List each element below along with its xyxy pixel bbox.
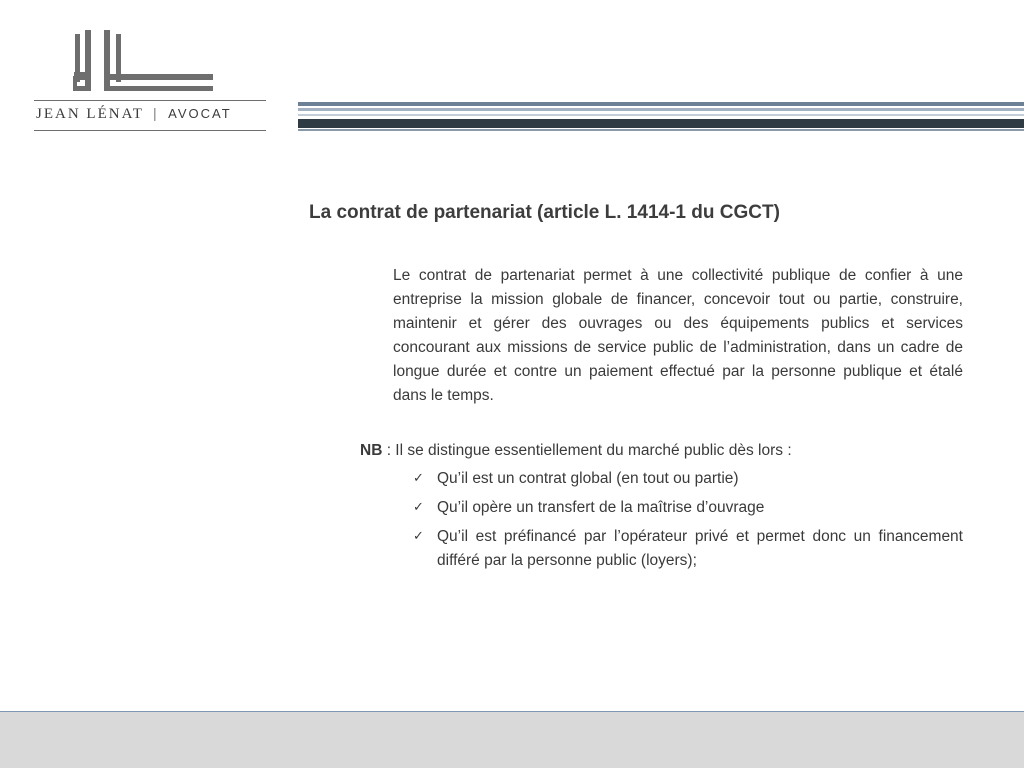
definition-paragraph: Le contrat de partenariat permet à une collectivité publique de confier à une entreprise la mission globale de financer, concevoir tout ou partie, construire, maintenir et gérer des ouvrages ou des équipements publics et services concourant aux missions de service public de l’administration, dans un cadre de longue durée et contre un paiement effectué par la personne publique et étalé dans le temps. (393, 267, 963, 404)
checkmark-icon: ✓ (413, 500, 424, 515)
logo-name-last: LÉNAT (86, 106, 144, 122)
logo-profession: AVOCAT (168, 106, 232, 121)
logo-bottom-rule (30, 130, 270, 134)
footer-band (0, 711, 1024, 768)
logo-wordmark (36, 106, 266, 123)
checkmark-icon: ✓ (413, 471, 424, 486)
checklist-item-text: Qu’il est préfinancé par l’opérateur privé et permet donc un financement différé par la personne public (loyers); (437, 528, 963, 569)
checklist-item (413, 496, 963, 520)
jl-monogram-icon (30, 30, 270, 102)
header-bar (298, 129, 1024, 131)
header-bar (298, 102, 1024, 106)
checklist-item (413, 525, 963, 573)
header-bar (298, 114, 1024, 116)
checklist-item (413, 467, 963, 491)
nb-text: : Il se distingue essentiellement du marché public dès lors : (382, 442, 792, 459)
checklist-item-text: Qu’il opère un transfert de la maîtrise d’ouvrage (437, 499, 765, 516)
header-decoration-bars (298, 102, 1024, 132)
header-bar (298, 119, 1024, 128)
nb-label: NB (360, 442, 383, 459)
checkmark-icon: ✓ (413, 529, 424, 544)
checklist-item-text: Qu’il est un contrat global (en tout ou partie) (437, 470, 739, 487)
checklist (413, 467, 963, 578)
slide-title: La contrat de partenariat (article L. 1414-1 du CGCT) (309, 202, 780, 223)
header-bar (298, 108, 1024, 111)
nb-line (360, 440, 792, 462)
logo-separator: | (153, 106, 159, 122)
logo (30, 30, 270, 135)
logo-name-first: JEAN (36, 106, 81, 122)
